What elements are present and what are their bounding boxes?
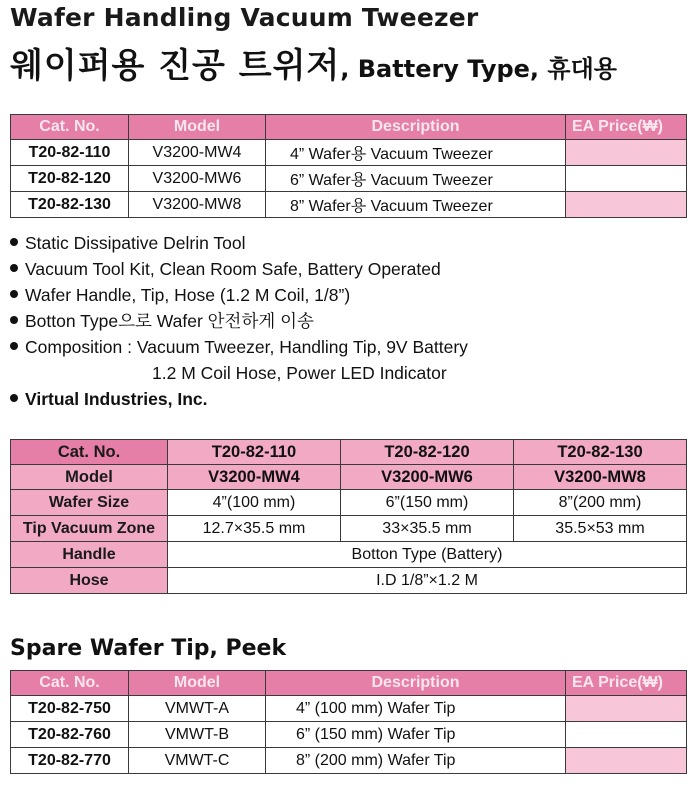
list-item bbox=[10, 230, 468, 256]
spec-row-cat bbox=[11, 440, 687, 465]
description-cell: 6” Wafer용 Vacuum Tweezer bbox=[266, 166, 566, 192]
spec-value-cell: Botton Type (Battery) bbox=[168, 542, 687, 568]
list-item bbox=[10, 334, 468, 360]
title-korean-text: 웨이퍼용 진공 트위저 bbox=[10, 46, 341, 86]
model-cell: V3200-MW4 bbox=[129, 140, 266, 166]
spec-cat-cell: T20-82-110 bbox=[168, 440, 341, 465]
bullet-icon bbox=[10, 264, 18, 272]
price-cell bbox=[566, 192, 687, 218]
spec-row-tip-zone bbox=[11, 516, 687, 542]
cat-no-cell: T20-82-770 bbox=[11, 748, 129, 774]
description-cell: 8” Wafer용 Vacuum Tweezer bbox=[266, 192, 566, 218]
spec-row-hose bbox=[11, 568, 687, 594]
col-header-cat: Cat. No. bbox=[11, 115, 129, 140]
feature-text: Static Dissipative Delrin Tool bbox=[25, 233, 246, 253]
spec-value-cell: 35.5×53 mm bbox=[514, 516, 687, 542]
model-cell: VMWT-A bbox=[129, 696, 266, 722]
description-cell: 8” (200 mm) Wafer Tip bbox=[266, 748, 566, 774]
order-table-header bbox=[11, 115, 687, 140]
list-item bbox=[10, 308, 468, 334]
spec-row-model bbox=[11, 465, 687, 490]
spec-label-wafer-size: Wafer Size bbox=[11, 490, 168, 516]
col-header-cat: Cat. No. bbox=[11, 671, 129, 696]
bullet-icon bbox=[10, 394, 18, 402]
spec-cat-cell: T20-82-120 bbox=[341, 440, 514, 465]
cat-no-cell: T20-82-750 bbox=[11, 696, 129, 722]
col-header-description: Description bbox=[266, 671, 566, 696]
bullet-icon bbox=[10, 290, 18, 298]
price-cell bbox=[566, 696, 687, 722]
spare-table-header bbox=[11, 671, 687, 696]
price-cell bbox=[566, 166, 687, 192]
page-title-english: Wafer Handling Vacuum Tweezer bbox=[10, 3, 479, 32]
feature-text: Wafer Handle, Tip, Hose (1.2 M Coil, 1/8”) bbox=[25, 285, 351, 305]
cat-no-cell: T20-82-760 bbox=[11, 722, 129, 748]
table-row bbox=[11, 166, 687, 192]
description-cell: 6” (150 mm) Wafer Tip bbox=[266, 722, 566, 748]
col-header-price: EA Price(₩) bbox=[566, 671, 687, 696]
spec-table bbox=[10, 439, 687, 594]
price-cell bbox=[566, 748, 687, 774]
price-cell bbox=[566, 722, 687, 748]
spec-value-cell: 8”(200 mm) bbox=[514, 490, 687, 516]
spec-label-cat: Cat. No. bbox=[11, 440, 168, 465]
feature-text: Vacuum Tool Kit, Clean Room Safe, Battery Operated bbox=[25, 259, 441, 279]
cat-no-cell: T20-82-110 bbox=[11, 140, 129, 166]
bullet-icon bbox=[10, 316, 18, 324]
list-item bbox=[10, 282, 468, 308]
feature-text: Botton Type으로 Wafer 안전하게 이송 bbox=[25, 311, 314, 331]
list-item bbox=[10, 386, 468, 412]
spare-table bbox=[10, 670, 687, 774]
feature-text: 1.2 M Coil Hose, Power LED Indicator bbox=[152, 363, 447, 383]
list-item-continuation bbox=[10, 360, 468, 386]
col-header-description: Description bbox=[266, 115, 566, 140]
table-row bbox=[11, 748, 687, 774]
feature-text: Composition : Vacuum Tweezer, Handling Tip, 9V Battery bbox=[25, 337, 468, 357]
bullet-icon bbox=[10, 342, 18, 350]
spec-model-cell: V3200-MW6 bbox=[341, 465, 514, 490]
page-title-korean bbox=[10, 38, 617, 87]
table-row bbox=[11, 722, 687, 748]
price-cell bbox=[566, 140, 687, 166]
spec-cat-cell: T20-82-130 bbox=[514, 440, 687, 465]
spec-model-cell: V3200-MW4 bbox=[168, 465, 341, 490]
table-row bbox=[11, 192, 687, 218]
spec-value-cell: I.D 1/8”×1.2 M bbox=[168, 568, 687, 594]
list-item bbox=[10, 256, 468, 282]
model-cell: V3200-MW6 bbox=[129, 166, 266, 192]
description-cell: 4” (100 mm) Wafer Tip bbox=[266, 696, 566, 722]
table-row bbox=[11, 696, 687, 722]
col-header-price: EA Price(₩) bbox=[566, 115, 687, 140]
model-cell: VMWT-B bbox=[129, 722, 266, 748]
spec-value-cell: 4”(100 mm) bbox=[168, 490, 341, 516]
spec-model-cell: V3200-MW8 bbox=[514, 465, 687, 490]
model-cell: V3200-MW8 bbox=[129, 192, 266, 218]
spec-row-handle bbox=[11, 542, 687, 568]
table-row bbox=[11, 140, 687, 166]
spec-label-hose: Hose bbox=[11, 568, 168, 594]
cat-no-cell: T20-82-120 bbox=[11, 166, 129, 192]
cat-no-cell: T20-82-130 bbox=[11, 192, 129, 218]
title-suffix: , Battery Type, bbox=[340, 55, 548, 83]
order-table bbox=[10, 114, 687, 218]
feature-list bbox=[10, 230, 468, 412]
model-cell: VMWT-C bbox=[129, 748, 266, 774]
title-suffix-korean: 휴대용 bbox=[547, 55, 617, 83]
spec-label-handle: Handle bbox=[11, 542, 168, 568]
col-header-model: Model bbox=[129, 671, 266, 696]
spec-row-wafer-size bbox=[11, 490, 687, 516]
spec-label-model: Model bbox=[11, 465, 168, 490]
spec-value-cell: 33×35.5 mm bbox=[341, 516, 514, 542]
spare-heading: Spare Wafer Tip, Peek bbox=[10, 636, 287, 661]
col-header-model: Model bbox=[129, 115, 266, 140]
bullet-icon bbox=[10, 238, 18, 246]
manufacturer-text: Virtual Industries, Inc. bbox=[25, 389, 208, 409]
description-cell: 4” Wafer용 Vacuum Tweezer bbox=[266, 140, 566, 166]
spec-label-tip-zone: Tip Vacuum Zone bbox=[11, 516, 168, 542]
spec-value-cell: 6”(150 mm) bbox=[341, 490, 514, 516]
spec-value-cell: 12.7×35.5 mm bbox=[168, 516, 341, 542]
